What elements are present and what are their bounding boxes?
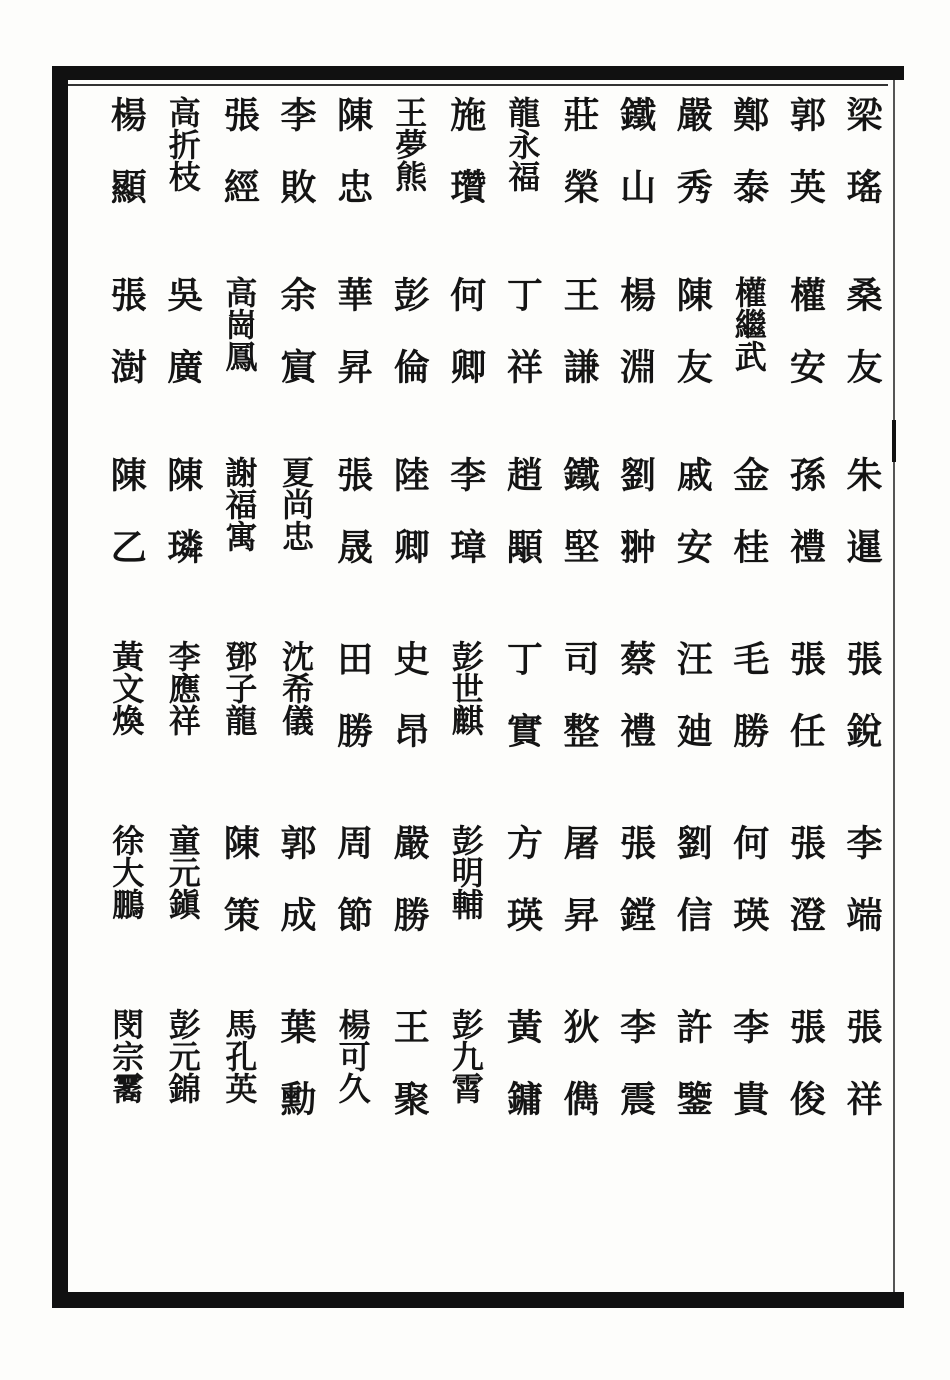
person-name: 鐵山 — [614, 96, 657, 240]
person-name: 朱暹 — [841, 456, 883, 600]
person-name: 張經 — [218, 96, 261, 240]
person-name: 葉勳 — [275, 1008, 317, 1152]
fold-mark — [892, 420, 896, 462]
person-name: 高崗鳳 — [220, 276, 259, 372]
person-name: 李敗 — [275, 96, 317, 240]
border-inner-line — [68, 84, 888, 86]
person-name: 張鏜 — [614, 824, 657, 968]
person-name: 張銳 — [841, 640, 883, 784]
person-name: 張祥 — [841, 1008, 883, 1152]
person-name: 田勝 — [331, 640, 374, 784]
person-name: 楊可久 — [333, 1008, 372, 1104]
person-name: 李應祥 — [163, 640, 202, 736]
person-name: 權安 — [784, 276, 827, 420]
person-name: 童元鎭 — [163, 824, 202, 920]
name-column — [777, 96, 833, 1276]
person-name: 楊淵 — [614, 276, 657, 420]
name-list — [70, 96, 890, 1276]
name-column — [98, 96, 154, 1276]
person-name: 徐大鵬 — [107, 824, 146, 920]
person-name: 夏尚忠 — [277, 456, 315, 552]
border-top — [52, 66, 904, 80]
name-column — [268, 96, 324, 1276]
person-name: 嚴秀 — [671, 96, 714, 240]
person-name: 王夢熊 — [390, 96, 429, 192]
name-column — [608, 96, 664, 1276]
person-name: 方瑛 — [501, 824, 544, 968]
person-name: 鄭泰 — [727, 96, 770, 240]
person-name: 王謙 — [558, 276, 600, 420]
person-name: 彭倫 — [388, 276, 431, 420]
person-name: 李貴 — [727, 1008, 770, 1152]
person-name: 權繼武 — [729, 276, 768, 372]
person-name: 陳璘 — [161, 456, 204, 600]
person-name: 余賔 — [275, 276, 317, 420]
person-name: 劉翀 — [614, 456, 657, 600]
person-name: 丁祥 — [501, 276, 544, 420]
person-name: 張澍 — [105, 276, 148, 420]
person-name: 楊顯 — [105, 96, 148, 240]
person-name: 史昂 — [388, 640, 431, 784]
person-name: 戚安 — [671, 456, 714, 600]
name-column — [721, 96, 777, 1276]
person-name: 華昇 — [331, 276, 374, 420]
name-column — [438, 96, 494, 1276]
person-name: 陳策 — [218, 824, 261, 968]
person-name: 趙顒 — [501, 456, 544, 600]
person-name: 陳友 — [671, 276, 714, 420]
person-name: 張任 — [784, 640, 827, 784]
person-name: 謝福寓 — [220, 456, 259, 552]
person-name: 孫禮 — [784, 456, 827, 600]
person-name: 許鑒 — [671, 1008, 714, 1152]
person-name: 黃文煥 — [107, 640, 146, 736]
person-name: 嚴勝 — [388, 824, 431, 968]
name-column — [325, 96, 381, 1276]
person-name: 周節 — [331, 824, 374, 968]
person-name: 龍永福 — [503, 96, 542, 192]
person-name: 彭元錦 — [163, 1008, 202, 1104]
person-name: 彭明輔 — [446, 824, 485, 920]
person-name: 丁實 — [501, 640, 544, 784]
name-column — [551, 96, 607, 1276]
person-name: 王聚 — [388, 1008, 431, 1152]
person-name: 張俊 — [784, 1008, 827, 1152]
person-name: 郭英 — [784, 96, 827, 240]
name-column — [381, 96, 437, 1276]
person-name: 吳廣 — [161, 276, 204, 420]
person-name: 彭九霄 — [446, 1008, 485, 1104]
person-name: 陳乙 — [105, 456, 148, 600]
person-name: 何卿 — [444, 276, 487, 420]
name-column — [834, 96, 890, 1276]
person-name: 狄儁 — [558, 1008, 600, 1152]
person-name: 鐵堅 — [558, 456, 600, 600]
person-name: 汪廸 — [671, 640, 714, 784]
person-name: 馬孔英 — [220, 1008, 259, 1104]
name-column — [155, 96, 211, 1276]
person-name: 劉信 — [671, 824, 714, 968]
person-name: 郭成 — [275, 824, 317, 968]
person-name: 施瓚 — [444, 96, 487, 240]
name-column — [211, 96, 267, 1276]
border-right — [893, 80, 895, 1292]
person-name: 蔡禮 — [614, 640, 657, 784]
person-name: 屠昇 — [558, 824, 600, 968]
person-name: 彭世麒 — [446, 640, 485, 736]
person-name: 桑友 — [841, 276, 883, 420]
person-name: 莊榮 — [558, 96, 600, 240]
name-column — [494, 96, 550, 1276]
border-bottom — [52, 1292, 904, 1308]
person-name: 李璋 — [444, 456, 487, 600]
person-name: 司整 — [558, 640, 600, 784]
border-left — [52, 66, 68, 1308]
person-name: 毛勝 — [727, 640, 770, 784]
person-name: 陸卿 — [388, 456, 431, 600]
person-name: 閔宗霱 — [107, 1008, 146, 1104]
name-column — [664, 96, 720, 1276]
person-name: 沈希儀 — [277, 640, 315, 736]
person-name: 李端 — [841, 824, 883, 968]
person-name: 張澄 — [784, 824, 827, 968]
person-name: 何瑛 — [727, 824, 770, 968]
person-name: 陳忠 — [331, 96, 374, 240]
person-name: 李震 — [614, 1008, 657, 1152]
person-name: 張晟 — [331, 456, 374, 600]
person-name: 高折枝 — [163, 96, 202, 192]
person-name: 鄧子龍 — [220, 640, 259, 736]
person-name: 金桂 — [727, 456, 770, 600]
person-name: 黃鏞 — [501, 1008, 544, 1152]
person-name: 梁瑤 — [841, 96, 883, 240]
